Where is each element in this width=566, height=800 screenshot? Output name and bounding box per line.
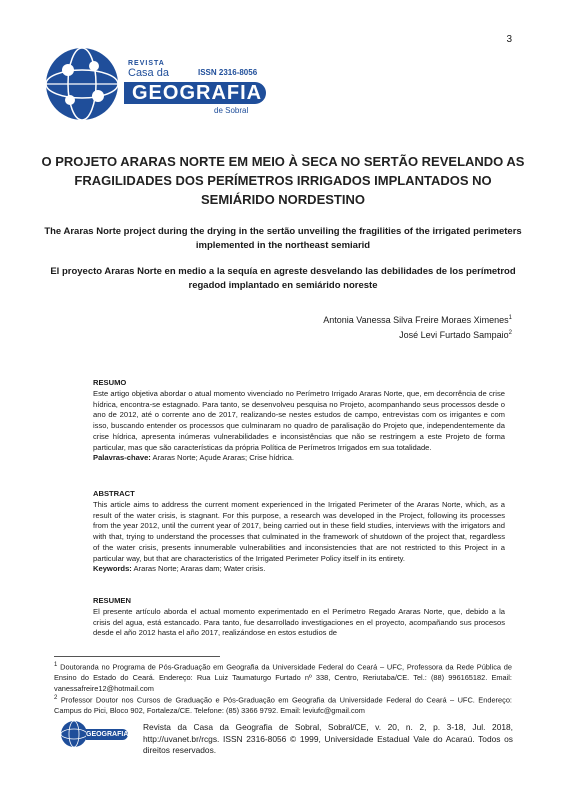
journal-logo (42, 44, 272, 124)
resumo-keywords (93, 453, 294, 462)
footer-logo (60, 720, 130, 748)
resumo-text: Este artigo objetiva abordar o atual momento vivenciado no Perímetro Irrigado Araras Norte, que, em decorrência de crise hídrica, encontra-se estagnado. Para tanto, se desenvolveu pesquisa no Projeto, acompanhando seus processos desde o ano de 2012, até o corrente ano de 2017, realizando-se nestes estudos de campo, entrevistas com os irrigantes e com isso, buscando entender os processos que culminaram no quadro de paralisação do Projeto que, independentemente da crise hídrica, apresenta inúmeras vulnerabilidades e inconsistências que não se restringem a este Projeto de forma particular, mas que são características da própria Política de Perímetros Irrigados em sua totalidade. (93, 389, 505, 452)
page-number: 3 (506, 34, 512, 45)
author-1 (323, 315, 512, 325)
author-2-mark: 2 (508, 330, 512, 336)
footnote-1 (54, 660, 512, 694)
logo-revista-text: REVISTA (128, 60, 165, 67)
abstract-heading: ABSTRACT (93, 489, 135, 498)
logo-casa-da-text: Casa da (128, 67, 169, 79)
logo-geografia-text: GEOGRAFIA (132, 82, 263, 104)
footnote-divider (54, 656, 220, 657)
author-1-mark: 1 (508, 315, 512, 321)
article-title-spanish: El proyecto Araras Norte en medio a la sequía en agreste desvelando las debilidades de los perímetrod regadod implantado en semiárido noreste (50, 266, 516, 291)
footnote-2-text: Professor Doutor nos Cursos de Graduação e Pós-Graduação em Geografia da Universidade Federal do Ceará – UFC. Endereço: Campus do Pici, Bloco 902, Fortaleza/CE. Telefone: (85) 3366 9792. Email: leviufc@gmail.com (54, 695, 512, 716)
article-title: O PROJETO ARARAS NORTE EM MEIO À SECA NO SERTÃO REVELANDO AS FRAGILIDADES DOS PERÍMETROS IRRIGADOS IMPLANTADOS NO SEMIÁRIDO NORDESTINO (41, 154, 525, 207)
article-title-english: The Araras Norte project during the drying in the sertão unveiling the fragilities of the irrigated perimeters implemented in the northeast semiarid (44, 226, 522, 251)
abstract-text: This article aims to address the current moment experienced in the Irrigated Perimeter of the Araras Norte, which, as a result of the water crisis, is stagnant. For this purpose, a research was developed in the Project, following its processes from the year 2012, until the current year of 2017, being carried out in these field studies, interviews with the irrigators and with that, trying to understand the processes that culminated in the framework of shutdown of the project that, regardless of the water crisis, presents innumerable vulnerabilities and inconsistencies that are not restricted to this Project in a particular way, but that are characteristics of the Irrigated Perimeter Policy itself in its entirety. (93, 500, 505, 563)
resumo-keywords-label: Palavras-chave: (93, 453, 151, 463)
footnote-1-mark: 1 (54, 662, 58, 668)
footnote-2-mark: 2 (54, 695, 58, 701)
resumo-heading: RESUMO (93, 378, 127, 387)
abstract-keywords-text: Araras Norte; Araras dam; Water crisis. (133, 564, 266, 574)
resumo-section (93, 389, 505, 464)
abstract-keywords-label: Keywords: (93, 564, 132, 574)
resumen-text: El presente artículo aborda el actual momento experimentado en el Perímetro Regado Araras Norte, que, debido a la crisis del agua, está estancado. Para tanto, fue desarrollado investigaciones en el proyecto, acompañando sus procesos desde el año 2012 hasta el año 2017, realizándose en estos estudios de (93, 607, 505, 638)
abstract-section (93, 500, 505, 575)
author-2 (399, 330, 512, 340)
journal-citation: Revista da Casa da Geografia de Sobral, Sobral/CE, v. 20, n. 2, p. 3-18, Jul. 2018, http://uvanet.br/rcgs. ISSN 2316-8056 © 1999, Universidade Estadual Vale do Acaraú. Todos os direitos reservados. (143, 722, 513, 756)
globe-icon (42, 44, 122, 124)
footnote-1-text: Doutoranda no Programa de Pós-Graduação em Geografia da Universidade Federal do Ceará – UFC, Professora da Rede Pública de Ensino do Estado do Ceará. Endereço: Rua Luiz Taumaturgo Furtado nº 338, Centro, Reriutaba/CE. Tel.: (88) 996165182. Email: vanessafreire12@hotmail.com (54, 662, 512, 693)
author-2-name: José Levi Furtado Sampaio (399, 330, 509, 340)
footer-logo-text: GEOGRAFIA (86, 731, 129, 738)
resumo-keywords-text: Araras Norte; Açude Araras; Crise hídrica. (152, 453, 294, 463)
resumen-heading: RESUMEN (93, 596, 131, 605)
abstract-keywords (93, 564, 265, 573)
footer-globe-icon (60, 720, 88, 748)
author-1-name: Antonia Vanessa Silva Freire Moraes Ximenes (323, 315, 509, 325)
logo-issn-text: ISSN 2316-8056 (198, 68, 258, 77)
logo-sobral-text: de Sobral (214, 106, 249, 115)
footnote-2 (54, 693, 512, 717)
